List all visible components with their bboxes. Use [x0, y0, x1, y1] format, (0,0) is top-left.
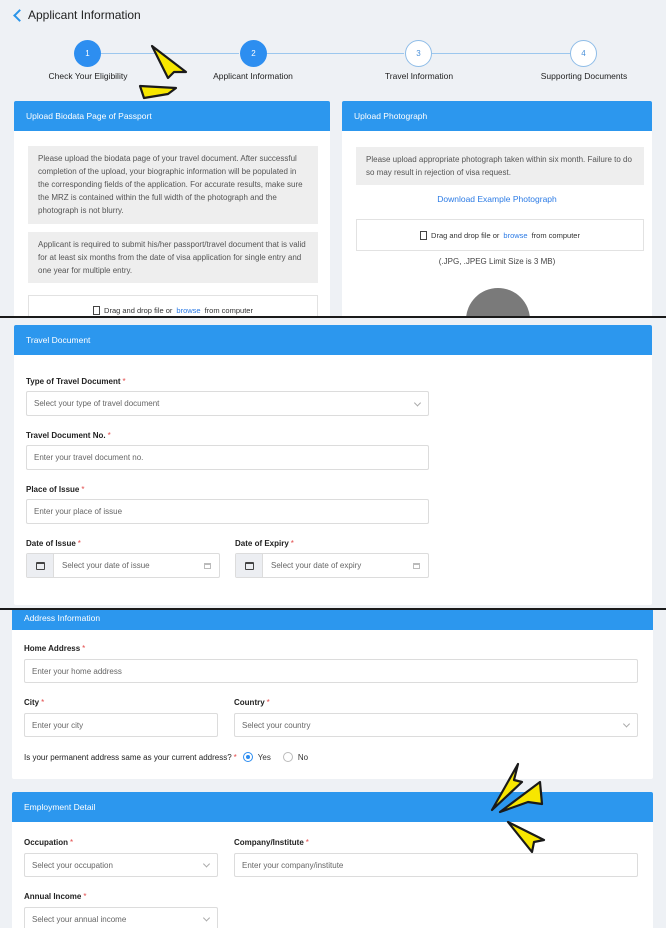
photo-placeholder-avatar [466, 288, 530, 316]
permanent-yes-radio[interactable] [243, 752, 271, 762]
required-mark: * [122, 377, 126, 386]
step-4-indicator[interactable]: 4 [570, 40, 597, 67]
chevron-down-icon [623, 720, 630, 727]
company-label [234, 838, 309, 847]
photo-size-limit: (.JPG, .JPEG Limit Size is 3 MB) [438, 257, 556, 266]
select-placeholder: Select your country [242, 720, 311, 730]
travel-doc-number-label [26, 431, 111, 440]
photo-info-text: Please upload appropriate photograph taken within six month. Failure to do so may result in rejection of visa request. [356, 147, 644, 185]
employment-card [12, 792, 653, 928]
address-title: Address Information [12, 610, 653, 630]
radio-label: No [297, 752, 309, 762]
required-mark: * [77, 539, 81, 548]
page-header [12, 8, 141, 22]
required-mark: * [41, 698, 45, 707]
calendar-icon [245, 562, 254, 570]
dropzone-suffix: from computer [204, 306, 253, 315]
passport-requirement-text: Applicant is required to submit his/her passport/travel document that is valid for at least six months from the date of visa application for single entry and one year for multiple entry. [28, 232, 318, 283]
occupation-label [24, 838, 73, 847]
permanent-address-row [24, 752, 308, 762]
date-of-issue-picker[interactable] [26, 553, 220, 578]
travel-doc-type-label [26, 377, 126, 386]
label-text: Country [234, 698, 265, 707]
label-text: Company/Institute [234, 838, 304, 847]
required-mark: * [70, 838, 74, 847]
passport-upload-title: Upload Biodata Page of Passport [14, 101, 330, 131]
input-placeholder: Enter your travel document no. [34, 453, 144, 462]
chevron-down-icon [203, 914, 210, 921]
step-3-indicator[interactable]: 3 [405, 40, 432, 67]
label-text: Travel Document No. [26, 431, 106, 440]
employment-title: Employment Detail [12, 792, 653, 822]
download-example-link[interactable]: Download Example Photograph [437, 194, 557, 204]
photo-dropzone[interactable] [356, 219, 644, 251]
pointer-arrow-icon [488, 760, 550, 860]
step-connector [432, 53, 570, 54]
passport-dropzone[interactable] [28, 295, 318, 316]
photo-upload-title: Upload Photograph [342, 101, 652, 131]
chevron-down-icon [414, 399, 421, 406]
step-2-label: Applicant Information [213, 71, 293, 81]
label-text: Annual Income [24, 892, 82, 901]
required-mark: * [266, 698, 270, 707]
required-mark: * [81, 485, 85, 494]
city-label [24, 698, 44, 707]
input-placeholder: Select your date of issue [62, 561, 150, 570]
input-placeholder: Enter your company/institute [242, 860, 344, 870]
label-text: Date of Expiry [235, 539, 289, 548]
calendar-small-icon [413, 563, 420, 569]
panel-address-employment [0, 610, 666, 928]
required-mark: * [83, 892, 87, 901]
travel-doc-number-input[interactable] [26, 445, 429, 470]
step-1-indicator[interactable]: 1 [74, 40, 101, 67]
step-3-label: Travel Information [384, 71, 454, 81]
radio-label: Yes [257, 752, 271, 762]
city-input[interactable] [24, 713, 218, 737]
label-text: City [24, 698, 40, 707]
radio-unselected-icon [283, 752, 293, 762]
place-of-issue-input[interactable] [26, 499, 429, 524]
required-mark: * [233, 752, 237, 762]
passport-upload-card [14, 101, 330, 316]
travel-doc-type-select[interactable] [26, 391, 429, 416]
calendar-small-icon [204, 563, 211, 569]
step-2-indicator[interactable]: 2 [240, 40, 267, 67]
back-arrow-icon[interactable] [12, 8, 22, 22]
place-of-issue-label [26, 485, 84, 494]
country-label [234, 698, 270, 707]
input-placeholder: Select your date of expiry [271, 561, 362, 570]
select-placeholder: Select your annual income [32, 914, 127, 924]
home-address-label [24, 644, 85, 653]
passport-info-text: Please upload the biodata page of your travel document. After successful completion of the upload, your biographic information will be populated in the corresponding fields of the application. For accurate results, make sure the MRZ is contained within the full width of the photograph and the photograph is not blurry. [28, 146, 318, 224]
photo-upload-card [342, 101, 652, 316]
label-text: Date of Issue [26, 539, 76, 548]
calendar-button[interactable] [236, 554, 263, 577]
required-mark: * [290, 539, 294, 548]
radio-selected-icon [243, 752, 253, 762]
required-mark: * [107, 431, 111, 440]
input-placeholder: Enter your city [32, 720, 84, 730]
annual-income-select[interactable] [24, 907, 218, 928]
label-text: Type of Travel Document [26, 377, 121, 386]
address-card [12, 610, 653, 779]
browse-link[interactable]: browse [176, 306, 201, 315]
file-icon [93, 306, 100, 315]
step-1-label: Check Your Eligibility [48, 71, 128, 81]
date-of-expiry-label [235, 539, 294, 548]
permanent-no-radio[interactable] [283, 752, 308, 762]
dropzone-text: Drag and drop file or [104, 306, 173, 315]
date-of-issue-label [26, 539, 81, 548]
dropzone-suffix: from computer [531, 230, 580, 240]
occupation-select[interactable] [24, 853, 218, 877]
select-placeholder: Select your type of travel document [34, 399, 160, 408]
company-input[interactable] [234, 853, 638, 877]
page-title: Applicant Information [28, 8, 141, 22]
dropzone-text: Drag and drop file or [431, 230, 500, 240]
panel-applicant-info [0, 0, 666, 316]
annual-income-label [24, 892, 86, 901]
date-of-expiry-picker[interactable] [235, 553, 429, 578]
label-text: Occupation [24, 838, 69, 847]
travel-document-card [14, 325, 652, 605]
select-placeholder: Select your occupation [32, 860, 113, 870]
required-mark: * [305, 838, 309, 847]
home-address-input[interactable] [24, 659, 638, 683]
question-text: Is your permanent address same as your current address? [24, 752, 232, 762]
panel-travel-document [0, 318, 666, 608]
chevron-down-icon [203, 860, 210, 867]
calendar-icon [36, 562, 45, 570]
pointer-arrow-icon [138, 42, 192, 102]
input-placeholder: Enter your place of issue [34, 507, 123, 516]
label-text: Home Address [24, 644, 81, 653]
travel-document-title: Travel Document [14, 325, 652, 355]
calendar-button[interactable] [27, 554, 54, 577]
permanent-address-question [24, 753, 237, 762]
step-connector [267, 53, 404, 54]
input-placeholder: Enter your home address [32, 666, 122, 676]
file-icon [420, 231, 427, 240]
label-text: Place of Issue [26, 485, 80, 494]
required-mark: * [82, 644, 86, 653]
country-select[interactable] [234, 713, 638, 737]
browse-link[interactable]: browse [503, 230, 528, 240]
step-4-label: Supporting Documents [540, 71, 628, 81]
